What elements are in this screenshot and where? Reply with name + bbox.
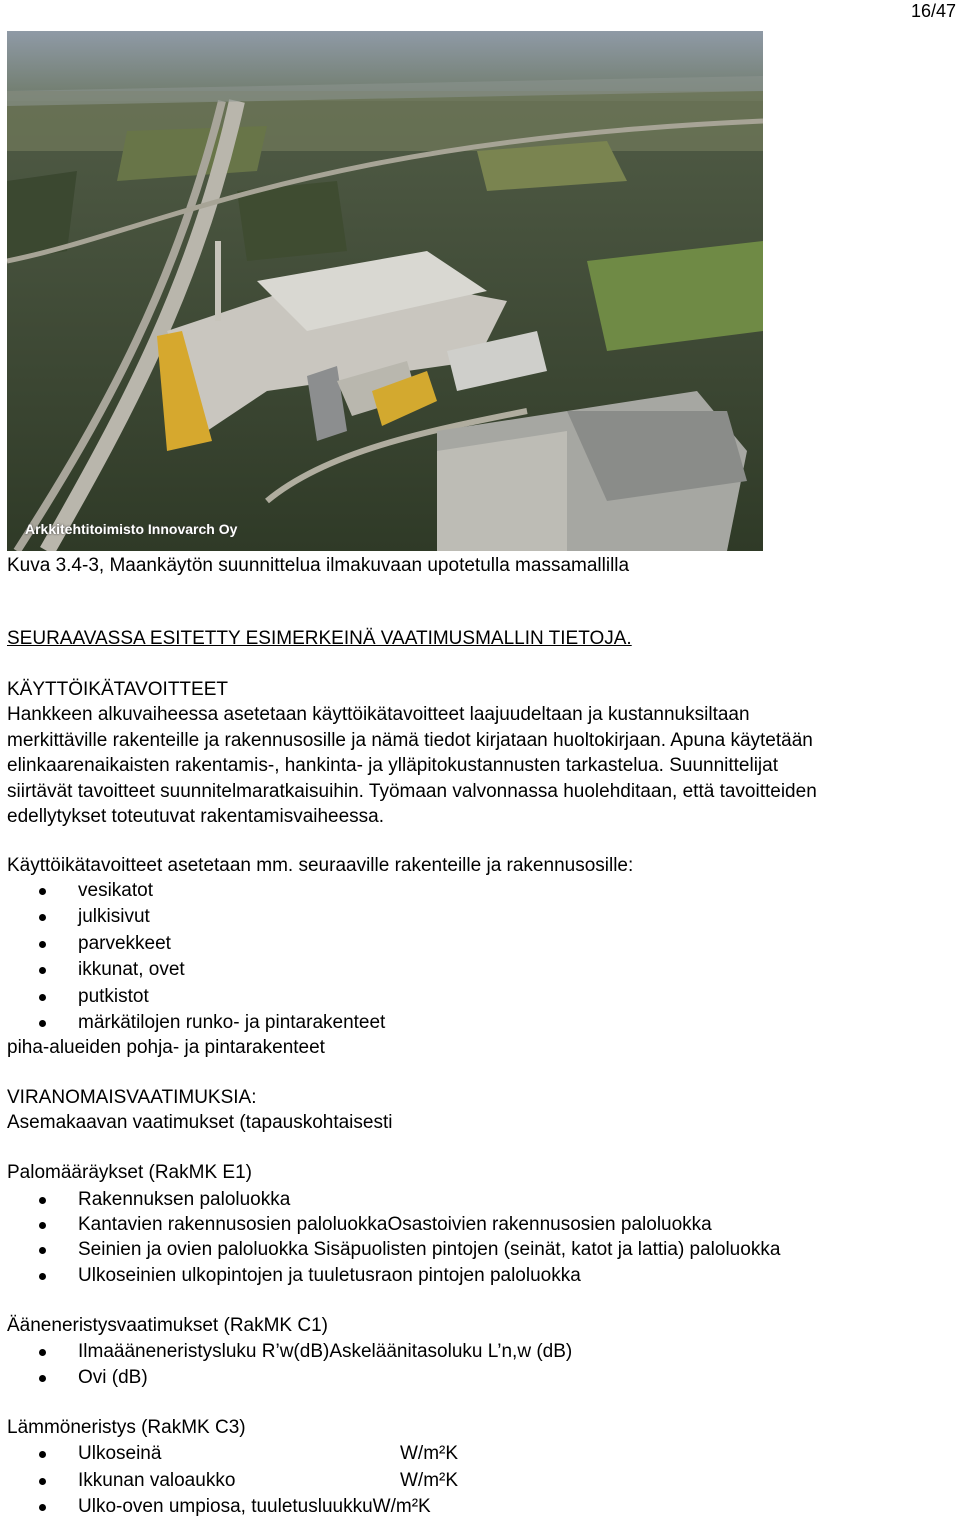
bullet-icon (39, 888, 46, 895)
bullet-icon (39, 967, 46, 974)
bullet-icon (39, 1478, 46, 1485)
unit-label: W/m²K (400, 1470, 459, 1491)
viranomais-heading: VIRANOMAISVAATIMUKSIA: (7, 1087, 257, 1108)
targets-extra: piha-alueiden pohja- ja pintarakenteet (7, 1037, 325, 1058)
bullet-icon (39, 1504, 46, 1511)
aani-heading: Ääneneristysvaatimukset (RakMK C1) (7, 1315, 328, 1336)
paragraph-line: edellytykset toteutuvat rakentamisvaiheessa. (7, 806, 385, 827)
page-number: 16/47 (910, 1, 956, 21)
bullet-icon (39, 1020, 46, 1027)
bullet-icon (39, 1349, 46, 1356)
asemakaava-line: Asemakaavan vaatimukset (tapauskohtaisesti (7, 1112, 393, 1133)
bullet-icon (39, 1273, 46, 1280)
bullet-icon (39, 941, 46, 948)
paragraph-line: elinkaarenaikaisten rakentamis-, hankinta- ja ylläpitokustannusten tarkastelua. Suunnittelijat (7, 755, 778, 776)
bullet-icon (39, 914, 46, 921)
palo-heading: Palomääräykset (RakMK E1) (7, 1162, 252, 1183)
unit-label: W/m²K (400, 1443, 459, 1464)
paragraph-line: siirtävät tavoitteet suunnitelmaratkaisuihin. Työmaan valvonnassa huolehditaan, että tavoitteiden (7, 780, 817, 802)
bullet-icon (39, 1197, 46, 1204)
bullet-icon (39, 1247, 46, 1254)
aerial-photo (7, 31, 763, 551)
section-heading: SEURAAVASSA ESITETTY ESIMERKEINÄ VAATIMUSMALLIN TIETOJA. (7, 628, 632, 649)
bullet-icon (39, 1222, 46, 1229)
bullet-icon (39, 1375, 46, 1382)
paragraph-line: Hankkeen alkuvaiheessa asetetaan käyttöikätavoitteet laajuudeltaan ja kustannuksiltaan (7, 704, 750, 725)
aerial-photo-illustration (7, 31, 763, 551)
photo-credit: Arkkitehtitoimisto Innovarch Oy (25, 521, 238, 537)
targets-intro: Käyttöikätavoitteet asetetaan mm. seuraaville rakenteille ja rakennusosille: (7, 855, 634, 876)
kayttoika-heading: KÄYTTÖIKÄTAVOITTEET (7, 679, 228, 700)
bullet-icon (39, 1451, 46, 1458)
lampo-heading: Lämmöneristys (RakMK C3) (7, 1417, 246, 1438)
kayttoika-paragraph (7, 702, 957, 830)
bullet-icon (39, 994, 46, 1001)
paragraph-line: merkittäville rakenteille ja rakennusosille ja nämä tiedot kirjataan huoltokirjaan. Apuna käytetään (7, 729, 813, 751)
figure-caption: Kuva 3.4-3, Maankäytön suunnittelua ilmakuvaan upotetulla massamallilla (7, 555, 630, 576)
